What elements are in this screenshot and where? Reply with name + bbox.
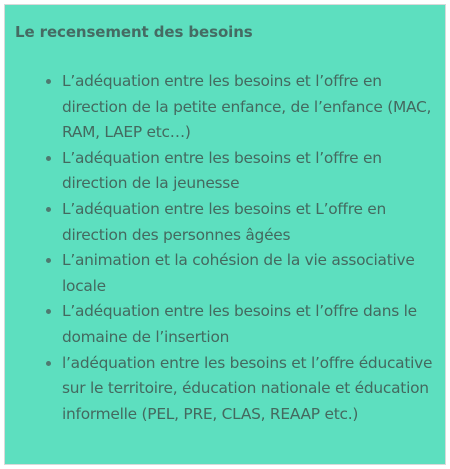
list-item (5, 69, 447, 146)
list-item (5, 351, 447, 428)
bullet-icon (46, 207, 51, 212)
bullet-icon (46, 79, 51, 84)
list-item-text: L’adéquation entre les besoins et L’offre en direction des personnes âgées (62, 199, 387, 244)
list-item-text: l’adéquation entre les besoins et l’offre éducative sur le territoire, éducation nationale et éducation informelle (PEL, PRE, CLAS, REAAP etc.) (62, 353, 433, 423)
list-item (5, 248, 447, 299)
needs-panel (4, 4, 446, 465)
list-item (5, 197, 447, 248)
bullet-icon (46, 361, 51, 366)
list-item-text: L’adéquation entre les besoins et l’offre dans le domaine de l’insertion (62, 302, 417, 346)
list-item-text: L’animation et la cohésion de la vie associative locale (62, 251, 415, 295)
bullet-icon (46, 156, 51, 161)
bullet-icon (46, 309, 51, 314)
list-item (5, 299, 447, 350)
list-item-text: L’adéquation entre les besoins et l’offre en direction de la petite enfance, de l’enfance (MAC, RAM, LAEP etc…) (62, 72, 432, 142)
list-item (5, 146, 447, 197)
panel-title: Le recensement des besoins (15, 23, 253, 41)
bullet-icon (46, 258, 51, 263)
needs-list (5, 69, 447, 427)
list-item-text: L’adéquation entre les besoins et l’offre en direction de la jeunesse (62, 148, 382, 193)
